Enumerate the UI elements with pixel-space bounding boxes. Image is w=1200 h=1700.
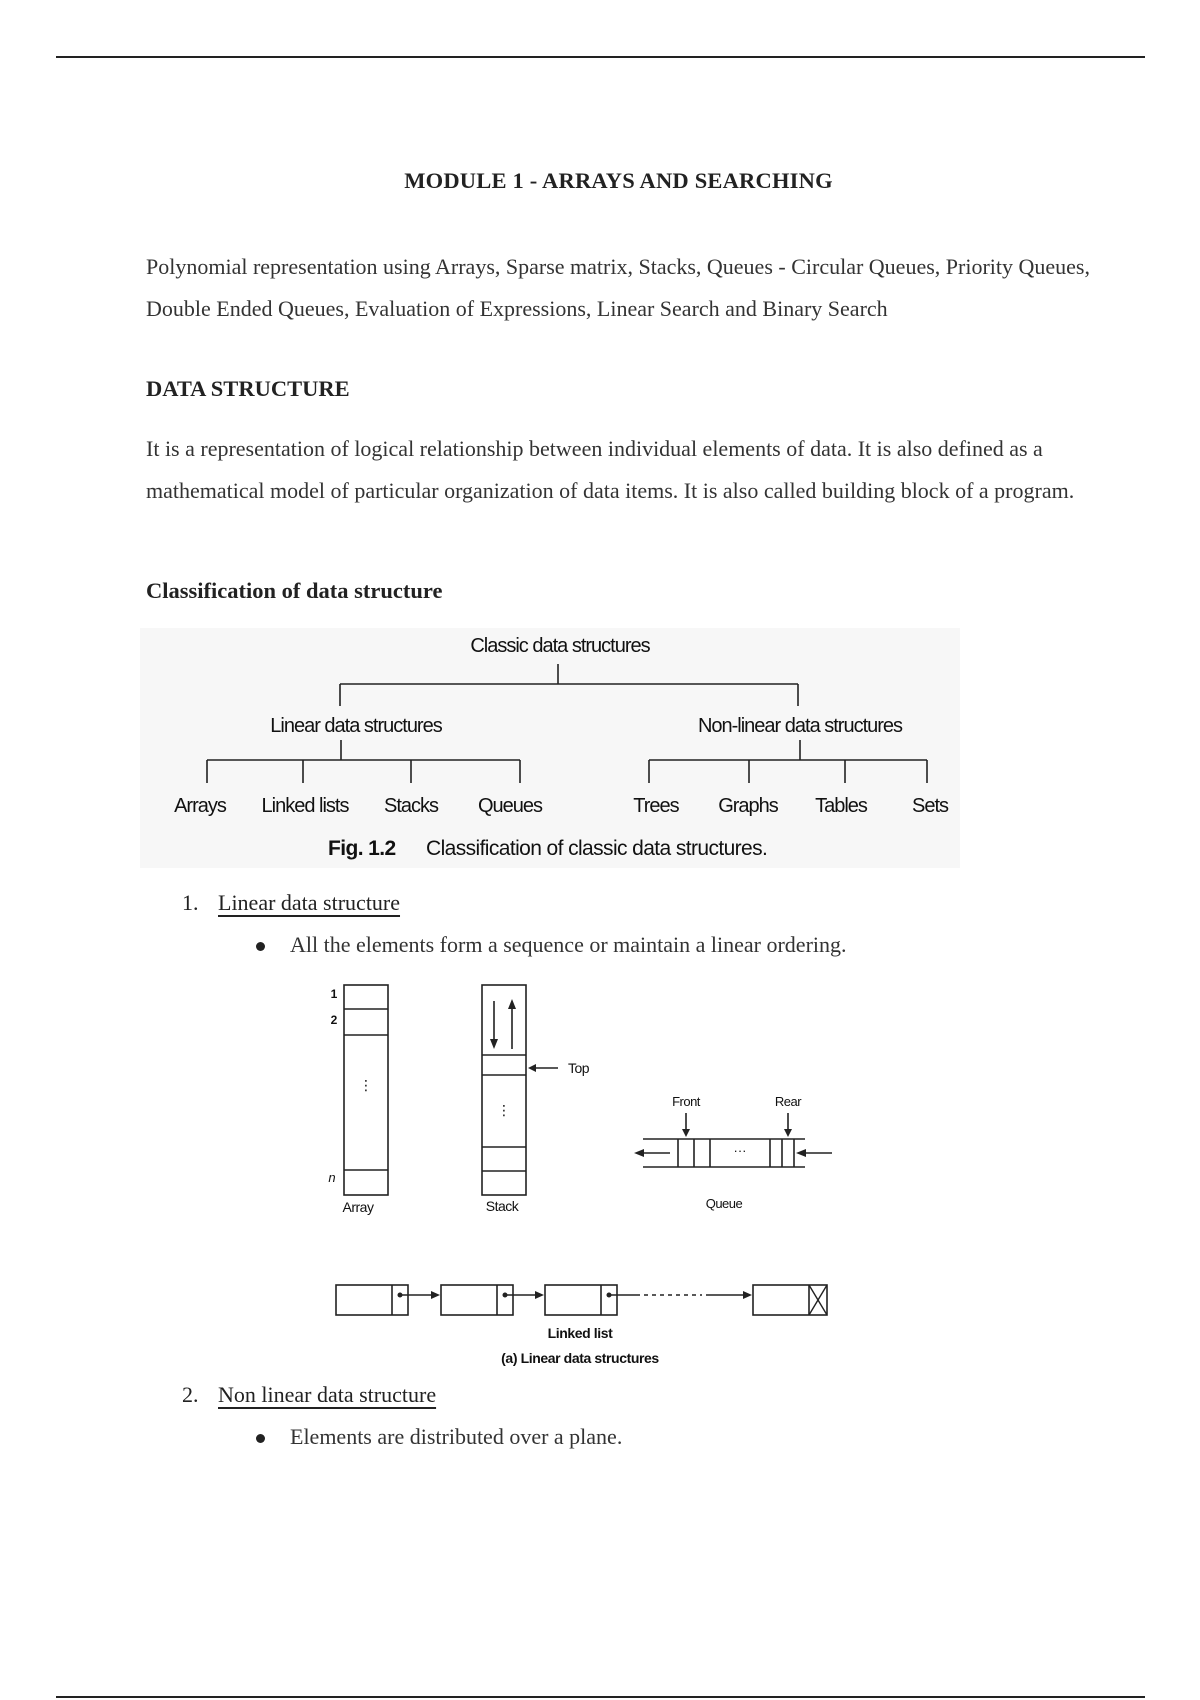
tree-leaf-linked-lists: Linked lists <box>261 795 349 817</box>
array-index-1: 1 <box>330 987 338 1001</box>
bullet-text-linear: All the elements form a sequence or maintain a linear ordering. <box>290 932 847 957</box>
list-number-1: 1. <box>182 890 199 915</box>
section-heading-data-structure: DATA STRUCTURE <box>146 376 350 401</box>
tree-leaf-sets: Sets <box>911 795 949 817</box>
bottom-rule <box>56 1696 1145 1698</box>
tree-leaf-graphs: Graphs <box>718 795 778 817</box>
figure-caption-text: Classification of classic data structures. <box>426 837 768 860</box>
figure-caption-number: Fig. 1.2 <box>328 837 396 860</box>
tree-linear-label: Linear data structures <box>270 715 442 737</box>
array-index-n: n <box>328 1170 336 1185</box>
queue-rear-label: Rear <box>774 1094 802 1109</box>
list-label-nonlinear: Non linear data structure <box>218 1382 437 1407</box>
tree-leaf-queues: Queues <box>477 795 543 817</box>
queue-ellipsis: ··· <box>733 1143 747 1158</box>
tree-leaf-tables: Tables <box>815 795 867 817</box>
classification-figure <box>140 628 960 873</box>
queue-label: Queue <box>705 1196 743 1211</box>
linear-structures-figure <box>300 975 860 1380</box>
syllabus-paragraph: Polynomial representation using Arrays, Sparse matrix, Stacks, Queues - Circular Queues, Priority Queues, Double Ended Queues, Evaluation of Expressions, Linear Search and Binary Search <box>146 254 1090 321</box>
linked-list-label: Linked list <box>547 1325 613 1341</box>
array-label: Array <box>342 1199 374 1215</box>
page-title: MODULE 1 - ARRAYS AND SEARCHING <box>404 168 833 193</box>
definition-paragraph: It is a representation of logical relationship between individual elements of data. It is also defined as a mathematical model of particular organization of data items. It is also called building block of a program. <box>146 436 1075 503</box>
top-rule <box>56 56 1145 58</box>
linear-figure-caption: (a) Linear data structures <box>501 1350 659 1366</box>
bullet-icon <box>256 1434 265 1443</box>
stack-label: Stack <box>485 1198 519 1214</box>
tree-nonlinear-label: Non-linear data structures <box>697 715 903 737</box>
section-heading-classification: Classification of data structure <box>146 578 443 603</box>
tree-root-label: Classic data structures <box>470 635 650 657</box>
array-ellipsis: ⋮ <box>359 1077 373 1093</box>
stack-top-label: Top <box>568 1060 590 1076</box>
list-number-2: 2. <box>182 1382 199 1407</box>
bullet-icon <box>256 942 265 951</box>
tree-leaf-stacks: Stacks <box>383 795 439 817</box>
list-label-linear: Linear data structure <box>218 890 401 915</box>
tree-leaf-arrays: Arrays <box>174 795 226 817</box>
queue-front-label: Front <box>672 1094 700 1109</box>
tree-leaf-trees: Trees <box>633 795 679 817</box>
bullet-text-nonlinear: Elements are distributed over a plane. <box>290 1424 623 1449</box>
stack-ellipsis: ⋮ <box>497 1102 511 1118</box>
array-index-2: 2 <box>330 1013 338 1027</box>
